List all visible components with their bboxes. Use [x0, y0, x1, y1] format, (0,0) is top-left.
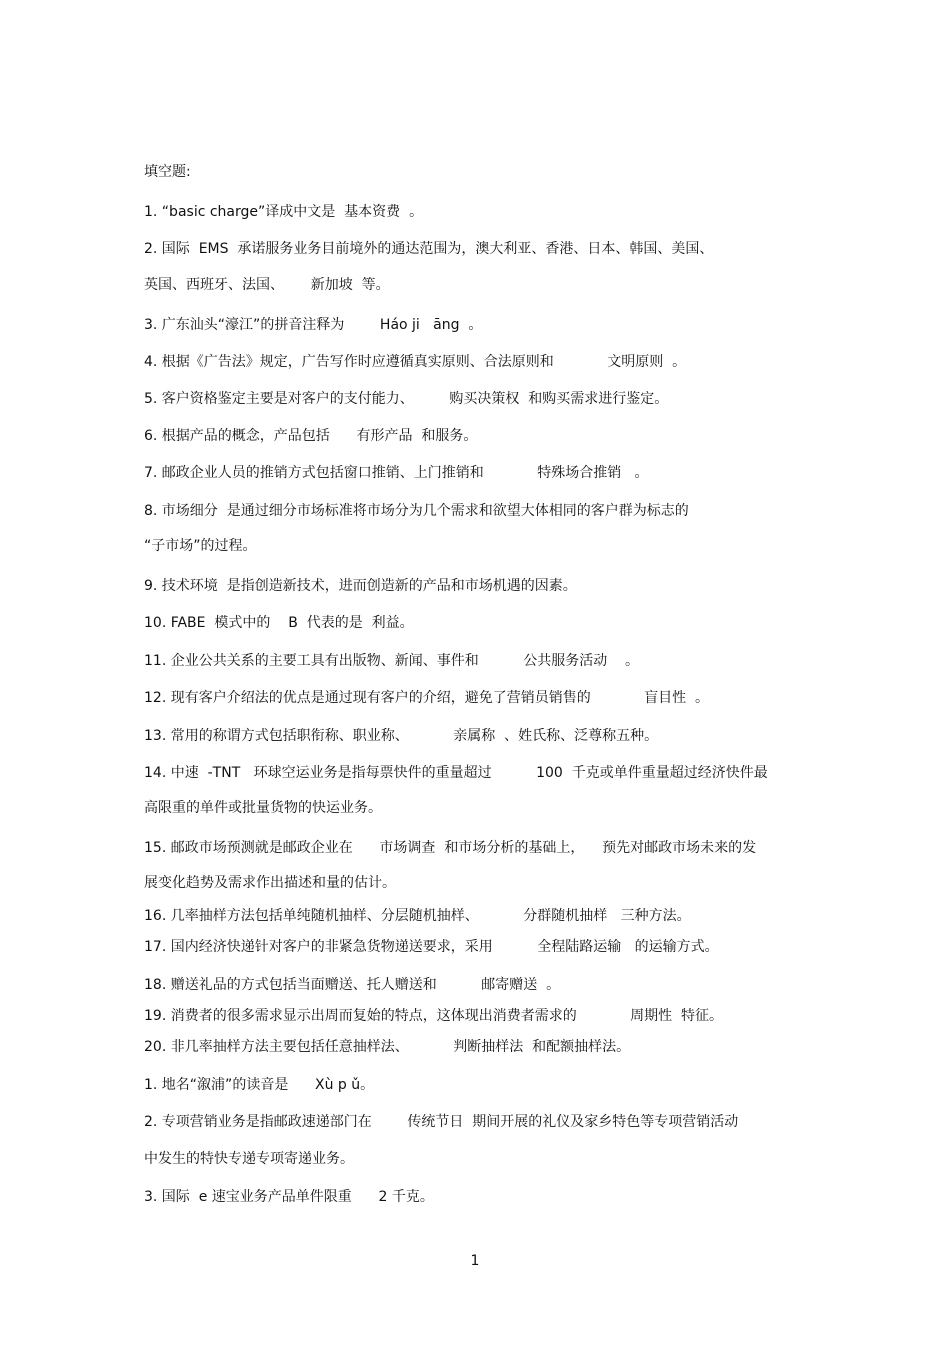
text-line: 14. 中速 -TNT 环球空运业务是指每票快件的重量超过 100 千克或单件重量超过经济快件最	[144, 765, 768, 781]
text-line: 2. 国际 EMS 承诺服务业务目前境外的通达范围为，澳大利亚、香港、日本、韩国、美国、	[144, 241, 714, 257]
text-line: 英国、西班牙、法国、 新加坡 等。	[144, 277, 390, 293]
text-line: “子市场”的过程。	[144, 538, 257, 554]
text-line: 2. 专项营销业务是指邮政速递部门在 传统节日 期间开展的礼仪及家乡特色等专项营销活动	[144, 1114, 739, 1130]
text-line: 高限重的单件或批量货物的快运业务。	[144, 800, 382, 816]
text-line: 1. “basic charge”译成中文是 基本资费 。	[144, 204, 424, 220]
text-line: 3. 广东汕头“濠江”的拼音注释为 Háo ji āng 。	[144, 317, 483, 333]
text-line: 8. 市场细分 是通过细分市场标准将市场分为几个需求和欲望大体相同的客户群为标志的	[144, 503, 689, 519]
text-line: 中发生的特快专递专项寄递业务。	[144, 1151, 354, 1167]
text-line: 4. 根据《广告法》规定，广告写作时应遵循真实原则、合法原则和 文明原则 。	[144, 354, 687, 370]
section-title: 填空题:	[144, 164, 191, 180]
text-line: 15. 邮政市场预测就是邮政企业在 市场调查 和市场分析的基础上， 预先对邮政市场未来的发	[144, 840, 757, 856]
text-line: 13. 常用的称谓方式包括职衔称、职业称、 亲属称 、姓氏称、泛尊称五种。	[144, 728, 659, 744]
text-line: 18. 赠送礼品的方式包括当面赠送、托人赠送和 邮寄赠送 。	[144, 977, 561, 993]
text-line: 9. 技术环境 是指创造新技术，进而创造新的产品和市场机遇的因素。	[144, 578, 577, 594]
text-line: 展变化趋势及需求作出描述和量的估计。	[144, 875, 396, 891]
text-line: 11. 企业公共关系的主要工具有出版物、新闻、事件和 公共服务活动 。	[144, 653, 640, 669]
text-line: 17. 国内经济快递针对客户的非紧急货物递送要求，采用 全程陆路运输 的运输方式。	[144, 939, 719, 955]
text-line: 7. 邮政企业人员的推销方式包括窗口推销、上门推销和 特殊场合推销 。	[144, 465, 649, 481]
text-line: 6. 根据产品的概念，产品包括 有形产品 和服务。	[144, 428, 478, 444]
text-line: 5. 客户资格鉴定主要是对客户的支付能力、 购买决策权 和购买需求进行鉴定。	[144, 391, 669, 407]
text-line: 3. 国际 e 速宝业务产品单件限重 2 千克。	[144, 1189, 434, 1205]
text-line: 19. 消费者的很多需求显示出周而复始的特点，这体现出消费者需求的 周期性 特征。	[144, 1008, 724, 1024]
text-line: 10. FABE 模式中的 B 代表的是 利益。	[144, 615, 414, 631]
text-line: 16. 几率抽样方法包括单纯随机抽样、分层随机抽样、 分群随机抽样 三种方法。	[144, 908, 691, 924]
text-line: 1. 地名“溆浦”的读音是 Xù p ǔ。	[144, 1077, 375, 1093]
text-line: 12. 现有客户介绍法的优点是通过现有客户的介绍，避免了营销员销售的 盲目性 。	[144, 690, 710, 706]
page-number: 1	[470, 1253, 480, 1269]
text-line: 20. 非几率抽样方法主要包括任意抽样法、 判断抽样法 和配额抽样法。	[144, 1039, 631, 1055]
